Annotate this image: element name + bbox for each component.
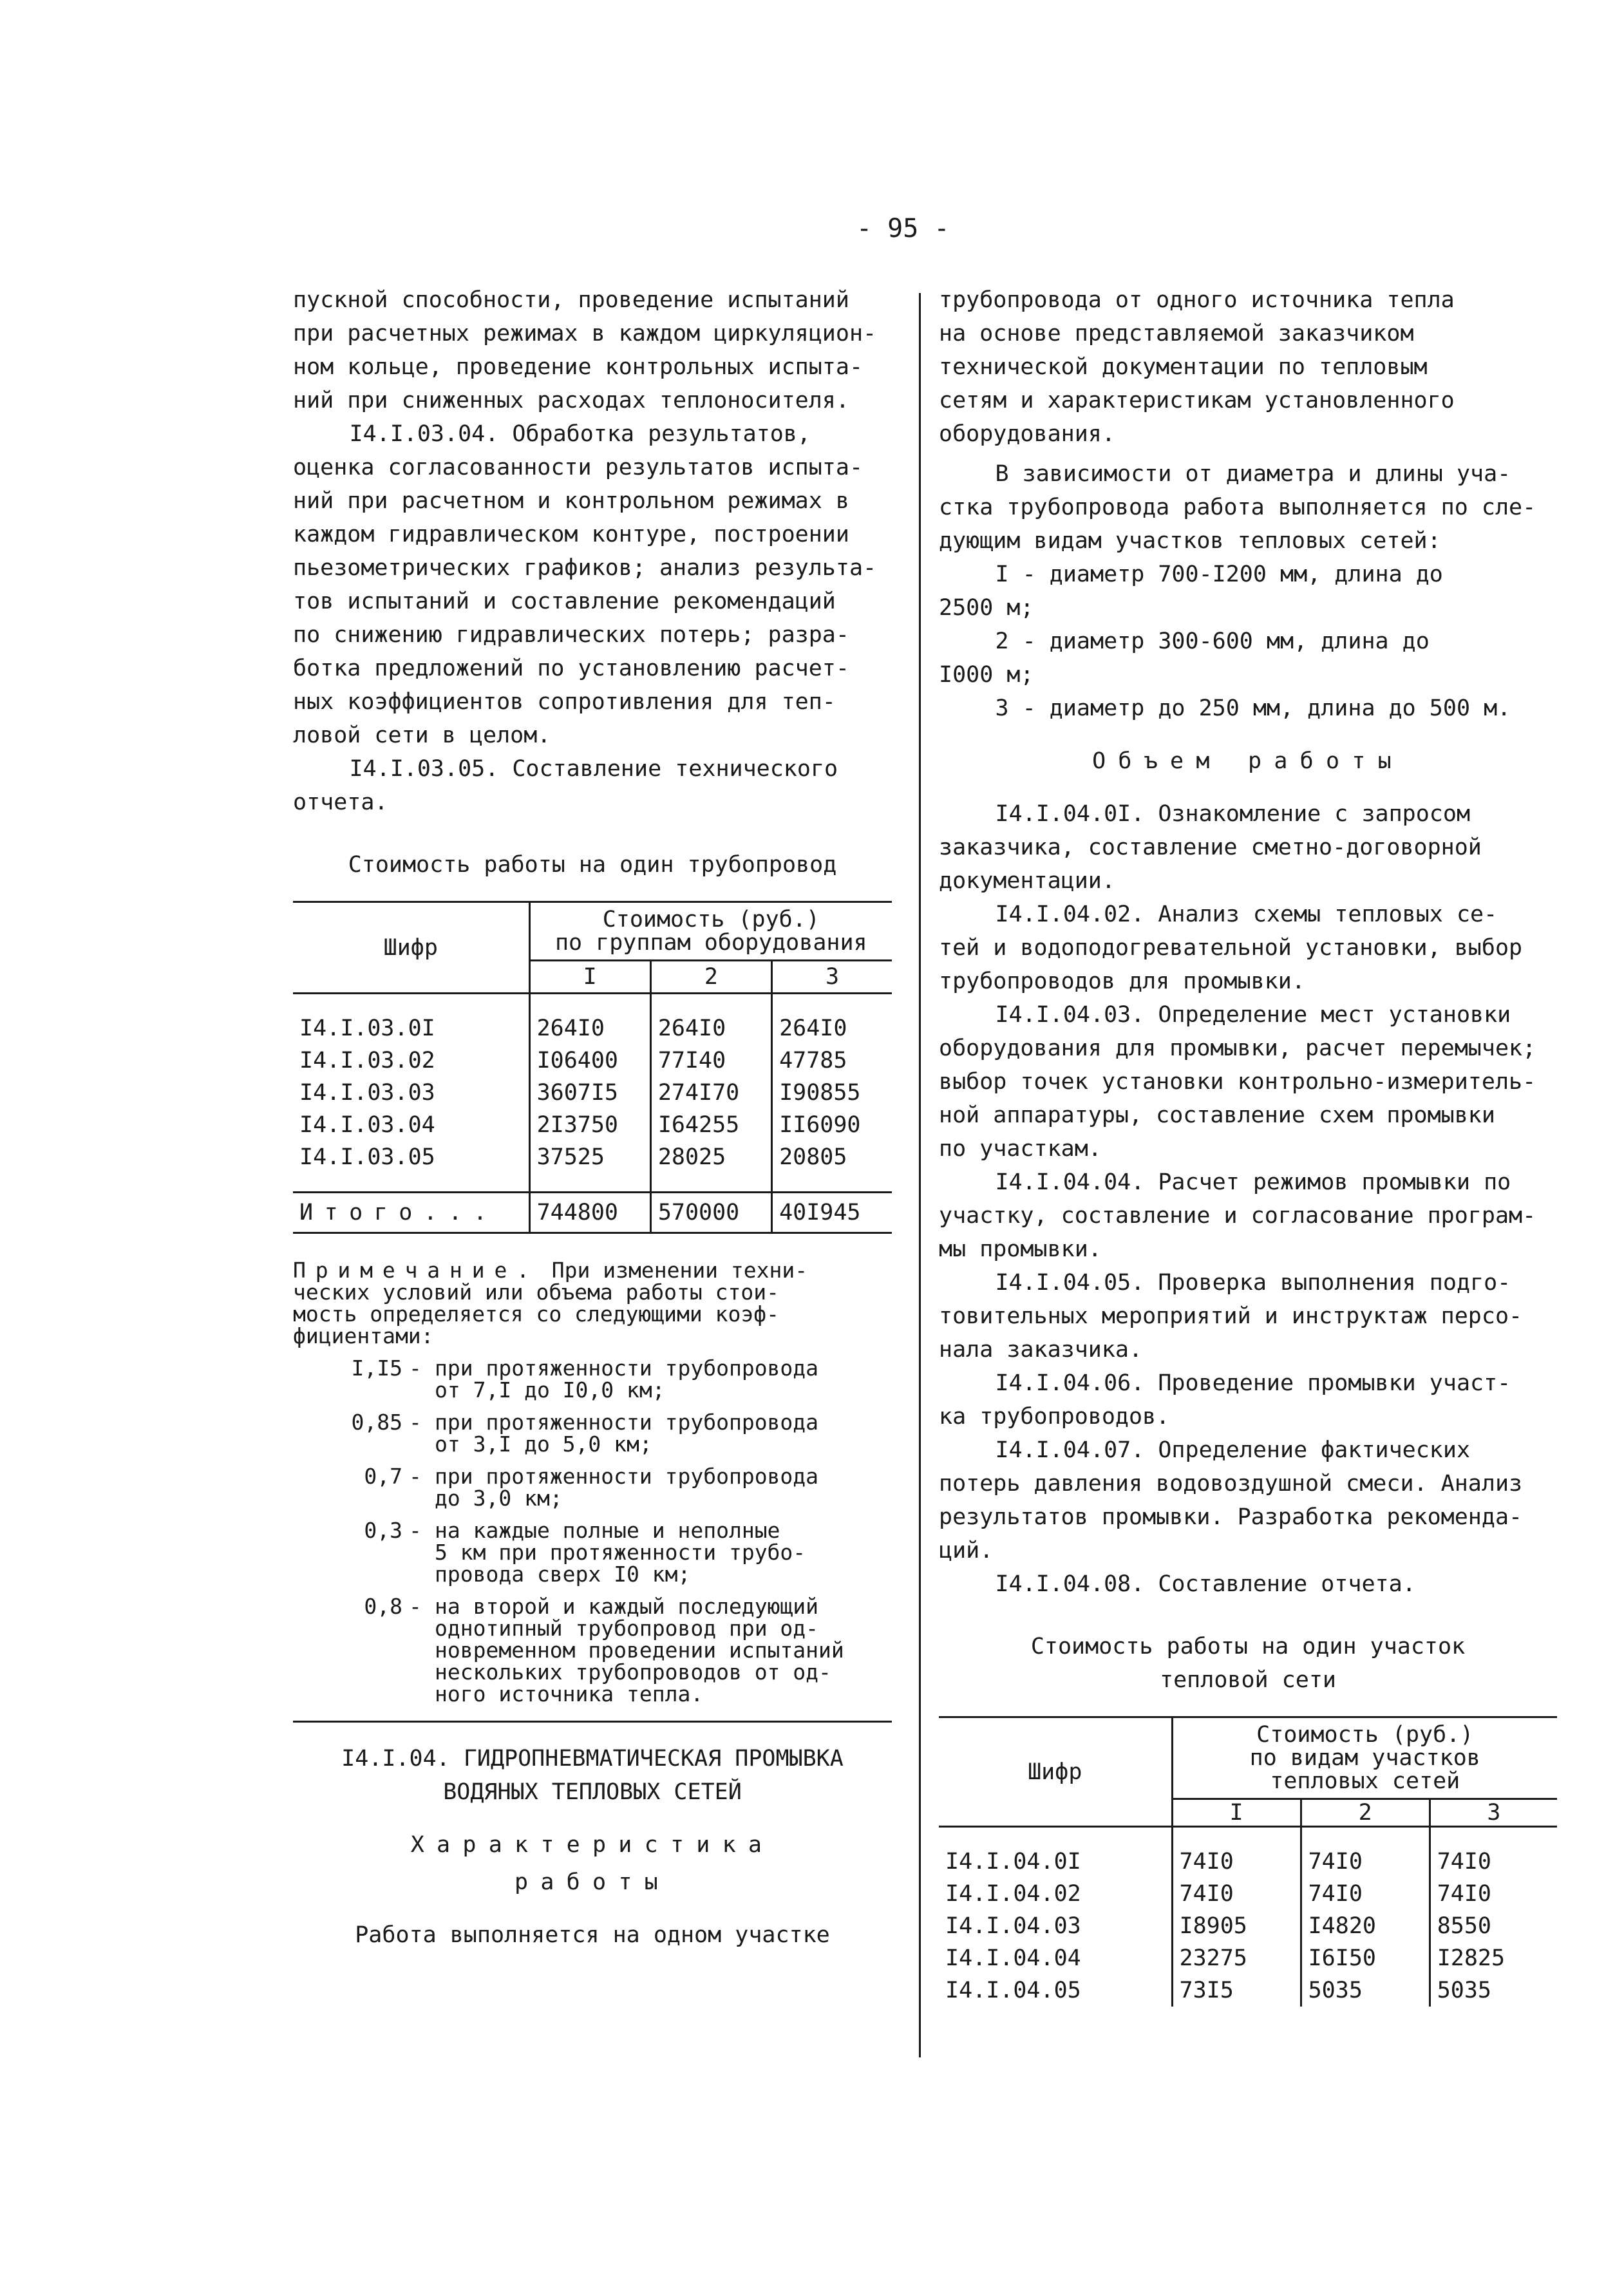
left-column	[293, 283, 892, 1952]
table2-code: I4.I.04.03	[939, 1910, 1172, 1942]
section-divider	[293, 1721, 892, 1723]
coef-item: I,I5 - при протяженности трубопровода от 7,I до I0,0 км;	[332, 1357, 892, 1401]
table1-group-3: 3	[772, 961, 892, 994]
table-row	[293, 1109, 892, 1141]
table2-value: 5035	[1437, 1978, 1491, 2003]
table1-group-2: 2	[650, 961, 771, 994]
work-item: I4.I.04.0I. Ознакомление с запросом заказчика, составление сметно-договорной документации.	[939, 801, 1482, 894]
coef-value: I,I5	[351, 1356, 402, 1381]
table1-value: 3607I5	[529, 1077, 650, 1109]
work-item: I4.I.04.08. Составление отчета.	[995, 1571, 1416, 1597]
table2-value: I6I50	[1301, 1942, 1430, 1974]
coef-value: 0,7	[364, 1464, 402, 1489]
table1-total-label: Итого...	[293, 1193, 529, 1233]
table-row	[939, 1846, 1557, 1878]
work-item: I4.I.04.03. Определение мест установки оборудования для промывки, расчет перемычек; выбор точек установки контрольно-измеритель- ной аппаратуры, составление схем промывки по участкам.	[939, 1002, 1536, 1162]
coef-text: на каждые полные и неполные 5 км при протяженности трубо- провода сверх I0 км;	[435, 1518, 806, 1587]
table2-group-1: I	[1172, 1799, 1301, 1827]
table2-value: I8905	[1172, 1910, 1301, 1942]
note-text: При изменении техни- ческих условий или объема работы стои- мость определяется со следующими коэф- фициентами:	[293, 1258, 808, 1348]
table2-value: 5035	[1301, 1974, 1430, 2007]
coef-value: 0,3	[364, 1518, 402, 1543]
cost-table-section	[939, 1716, 1557, 2007]
table2-value: I4820	[1301, 1910, 1430, 1942]
table1-value: I64255	[650, 1109, 771, 1141]
table2-caption: Стоимость работы на один участок тепловой сети	[1030, 1634, 1466, 1693]
work-item: I4.I.04.07. Определение фактических потерь давления водовоздушной смеси. Анализ результатов промывки. Разработка рекоменда- ций.	[939, 1437, 1523, 1564]
table1-value: 77I40	[650, 1044, 771, 1077]
diameter-item-3: 3 - диаметр до 250 мм, длина до 500 м.	[995, 695, 1511, 721]
table2-value: 23275	[1172, 1942, 1301, 1974]
table1-value: I90855	[779, 1080, 861, 1106]
coef-text: на второй и каждый последующий однотипный трубопровод при од- новременном проведении испытаний нескольких трубопроводов от од- ного источника тепла.	[435, 1594, 844, 1706]
table1-value: 274I70	[650, 1077, 771, 1109]
page-number: - 95 -	[856, 214, 950, 243]
table-row	[293, 1044, 892, 1077]
table1-value: 264I0	[779, 1016, 847, 1041]
left-paragraph-2: I4.I.03.04. Обработка результатов, оценка согласованности результатов испыта- ний при расчетном и контрольном режимах в каждом гидравлическом контуре, построении пьезометрических графиков; анализ результа- тов испытаний и составление рекомендаций по снижению гидравлических потерь; разра- ботка предложений по установлению расчет- ных коэффициентов сопротивления для теп- ловой сети в целом.	[293, 421, 877, 748]
left-paragraph-1: пускной способности, проведение испытаний при расчетных режимах в каждом циркуляцион- ном кольце, проведение контрольных испыта- ний при сниженных расходах теплоносителя.	[293, 287, 877, 413]
left-last-paragraph: Работа выполняется на одном участке	[355, 1922, 830, 1948]
table2-group-2: 2	[1301, 1799, 1430, 1827]
table1-value: II6090	[779, 1112, 861, 1138]
table2-code: I4.I.04.05	[939, 1974, 1172, 2007]
coef-text: при протяженности трубопровода до 3,0 км;	[435, 1464, 819, 1511]
table1-group-1: I	[529, 961, 650, 994]
characteristic-heading-2: работы	[515, 1869, 670, 1895]
table1-total-value: 40I945	[772, 1193, 892, 1233]
right-paragraph-1: трубопровода от одного источника тепла на основе представляемой заказчиком технической документации по тепловым сетям и характеристикам установленного оборудования.	[939, 287, 1455, 447]
work-item: I4.I.04.05. Проверка выполнения подго- товительных мероприятий и инструктаж персо- нала заказчика.	[939, 1270, 1523, 1363]
table1-value: 28025	[650, 1141, 771, 1173]
table1-code: I4.I.03.04	[293, 1109, 529, 1141]
table2-code: I4.I.04.04	[939, 1942, 1172, 1974]
table1-code: I4.I.03.0I	[293, 1012, 529, 1044]
table1-code: I4.I.03.03	[293, 1077, 529, 1109]
table1-value: I06400	[529, 1044, 650, 1077]
table-row	[293, 1012, 892, 1044]
table2-code: I4.I.04.0I	[939, 1846, 1172, 1878]
coef-value: 0,8	[364, 1594, 402, 1619]
table1-total-row	[293, 1193, 892, 1233]
table1-total-value: 570000	[650, 1193, 771, 1233]
table2-value: 74I0	[1301, 1878, 1430, 1910]
table2-group-3: 3	[1430, 1799, 1557, 1827]
table1-header-cost: Стоимость (руб.) по группам оборудования	[529, 902, 892, 961]
coef-item: 0,85 - при протяженности трубопровода от 3,I до 5,0 км;	[332, 1412, 892, 1455]
work-item: I4.I.04.02. Анализ схемы тепловых се- тей и водоподогревательной установки, выбор трубопроводов для промывки.	[939, 902, 1523, 994]
volume-heading: Объем работы	[1092, 748, 1404, 774]
table-row	[293, 1077, 892, 1109]
table2-value: 8550	[1437, 1913, 1491, 1939]
coef-text: при протяженности трубопровода от 7,I до I0,0 км;	[435, 1356, 819, 1403]
coef-item: 0,3 - на каждые полные и неполные 5 км при протяженности трубо- провода сверх I0 км;	[332, 1520, 892, 1585]
column-divider	[919, 293, 921, 2057]
table1-value: 47785	[779, 1048, 847, 1073]
right-column	[939, 283, 1557, 2007]
table2-value: 73I5	[1172, 1974, 1301, 2007]
table2-value: 74I0	[1437, 1849, 1491, 1875]
note-block	[293, 1260, 892, 1705]
table2-value: 74I0	[1437, 1881, 1491, 1907]
table1-code: I4.I.03.02	[293, 1044, 529, 1077]
table-row	[939, 1974, 1557, 2007]
table2-value: 74I0	[1301, 1846, 1430, 1878]
coef-value: 0,85	[351, 1410, 402, 1435]
table1-value: 20805	[779, 1144, 847, 1170]
table1-value: 37525	[529, 1141, 650, 1173]
table2-col-code: Шифр	[939, 1717, 1172, 1827]
note-label: Примечание.	[293, 1258, 539, 1283]
right-paragraph-2: В зависимости от диаметра и длины уча- стка трубопровода работа выполняется по сле- дующим видам участков тепловых сетей:	[939, 461, 1536, 554]
cost-table-pipeline	[293, 901, 892, 1234]
table1-caption: Стоимость работы на один трубопровод	[348, 852, 837, 878]
coef-item: 0,7 - при протяженности трубопровода до 3,0 км;	[332, 1466, 892, 1509]
table2-value: 74I0	[1172, 1878, 1301, 1910]
diameter-item-1: I - диаметр 700-I200 мм, длина до 2500 м;	[939, 562, 1443, 621]
table1-code: I4.I.03.05	[293, 1141, 529, 1173]
table2-value: 74I0	[1172, 1846, 1301, 1878]
diameter-item-2: 2 - диаметр 300-600 мм, длина до I000 м;	[939, 628, 1430, 688]
table1-col-code: Шифр	[293, 902, 529, 994]
table2-value: I2825	[1437, 1945, 1506, 1971]
table2-code: I4.I.04.02	[939, 1878, 1172, 1910]
characteristic-heading: Характеристика	[410, 1832, 775, 1858]
table1-value: 2I3750	[529, 1109, 650, 1141]
work-item: I4.I.04.06. Проведение промывки участ- ка трубопроводов.	[939, 1370, 1511, 1430]
table-row	[939, 1878, 1557, 1910]
table-row	[939, 1910, 1557, 1942]
table1-value: 264I0	[529, 1012, 650, 1044]
table-row	[939, 1942, 1557, 1974]
table2-header-cost: Стоимость (руб.) по видам участков тепловых сетей	[1172, 1717, 1557, 1799]
table1-value: 264I0	[650, 1012, 771, 1044]
work-item: I4.I.04.04. Расчет режимов промывки по участку, составление и согласование програм- мы промывки.	[939, 1169, 1536, 1262]
coef-text: при протяженности трубопровода от 3,I до 5,0 км;	[435, 1410, 819, 1457]
section-title: I4.I.04. ГИДРОПНЕВМАТИЧЕСКАЯ ПРОМЫВКА ВОДЯНЫХ ТЕПЛОВЫХ СЕТЕЙ	[341, 1746, 844, 1805]
table1-total-value: 744800	[529, 1193, 650, 1233]
left-paragraph-3: I4.I.03.05. Составление технического отчета.	[293, 756, 838, 815]
coef-item: 0,8 - на второй и каждый последующий однотипный трубопровод при од- новременном проведении испытаний нескольких трубопроводов от од- ного источника тепла.	[332, 1596, 892, 1705]
table-row	[293, 1141, 892, 1173]
